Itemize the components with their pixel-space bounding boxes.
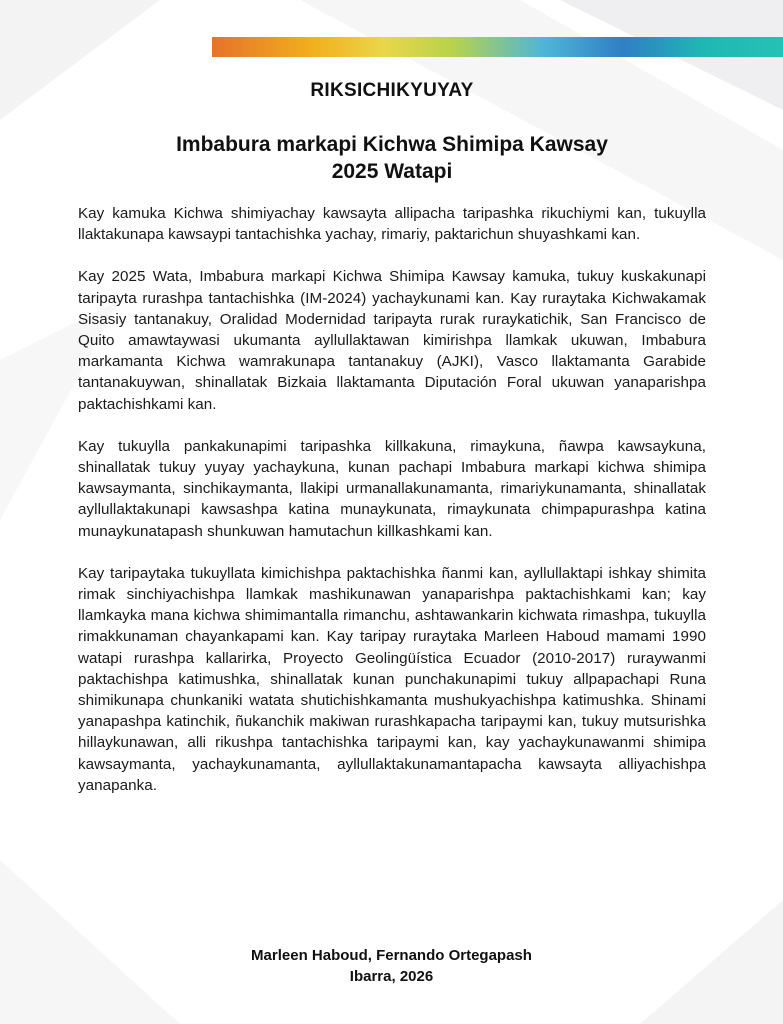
title-line-2: 2025 Watapi (331, 160, 453, 183)
paragraph-3: Kay tukuylla pankakunapimi taripashka killkakuna, rimaykuna, ñawpa kawsaykuna, shinallatak tukuy yuyay yachaykuna, kunan pachapi Imbabura markapi kichwa shimipa kawsaymanta, sinchikaymanta, llakipi urmanallakunamanta, rimariykunamanta, shinallatak ayllullaktakunapi kawsashpa katina munaykunata, rimaykunata chimpapurashpa katina munaykunatapash shunkuwan hamutachun killkashkami kan. (78, 437, 706, 540)
header-color-bar (212, 37, 783, 57)
signature-block (0, 945, 783, 987)
document-heading: RIKSICHIKYUYAY (310, 80, 474, 101)
signature-authors: Marleen Haboud, Fernando Ortegapash (251, 947, 532, 964)
signature-place-date: Ibarra, 2026 (349, 968, 434, 985)
paragraph-4: Kay taripaytaka tukuyllata kimichishpa paktachishka ñanmi kan, ayllullaktapi ishkay shimita rimak sinchiyachishpa llamkak mashikunawan yanaparishpa paktachishkami kan; kay llamkayka mana kichwa shimimantalla rimanchu, ashtawankarin kichwata rimashpa, tukuylla rimakkunaman chayankapami kan. Kay taripay ruraytaka Marleen Haboud mamami 1990 watapi rurashpa kallarirka, Proyecto Geolingüística Ecuador (2010-2017) ruraywanmi paktachishpa katimushka, shinallatak kunan punchakunapimi tukuy allpapachapi Runa shimikunapa chunkaniki watata shutichishkamanta mushukyachishpa katimushka. Shinami yanapashpa katinchik, ñukanchik makiwan rurashkapacha taripaymi kan, tukuy mutsurishka hillaykunawan, alli rikushpa tantachishka taripaymi kan, kay yachaykunawanmi shimipa kawsaymanta, yachaykunamanta, ayllullaktakunamantapacha kawsayta alliyachishpa yanapanka. (78, 564, 706, 794)
document-page (78, 80, 706, 817)
paragraph-1: Kay kamuka Kichwa shimiyachay kawsayta allipacha taripashka rikuchiymi kan, tukuylla llaktakunapa kawsaypi tantachishka yachay, rimariy, paktarichun shuyashkami kan. (78, 205, 706, 244)
title-line-1: Imbabura markapi Kichwa Shimipa Kawsay (176, 133, 608, 156)
document-body (78, 203, 706, 796)
document-title (78, 131, 706, 185)
paragraph-2: Kay 2025 Wata, Imbabura markapi Kichwa Shimipa Kawsay kamuka, tukuy kuskakunapi taripayta rurashpa tantachishka (IM-2024) yachaykunami kan. Kay ruraytaka Kichwakamak Sisasiy tantanakuy, Oralidad Modernidad taripayta rurak ruraykatichik, San Francisco de Quito amawtaywasi ukumanta ayllullaktawan kimirishpa llamkak ukuwan, Imbabura markamanta Kichwa wamrakunapa tantanakuy (AJKI), Vasco llaktamanta Garabide tantanakuywan, shinallatak Bizkaia llaktamanta Diputación Foral ukuwan yanaparishpa paktachishkami kan. (78, 268, 706, 413)
